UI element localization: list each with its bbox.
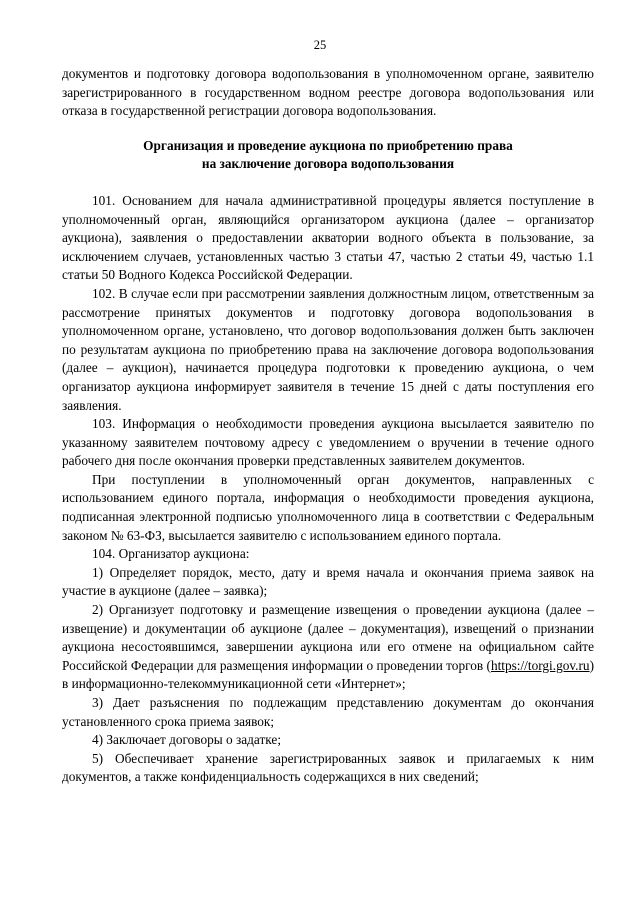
intro-paragraph: документов и подготовку договора водопользования в уполномоченном органе, заявителю зарегистрированного в государственном водном реестре договора водопользования или отказа в государственной регистрации договора водопользования. (62, 66, 594, 119)
paragraph-104: 104. Организатор аукциона: (92, 546, 250, 562)
page-number: 25 (313, 38, 327, 52)
list-item-3: 3) Дает разъяснения по подлежащим представлению документам до окончания установленного срока приема заявок; (62, 695, 594, 729)
list-item-4: 4) Заключает договоры о задатке; (92, 732, 282, 748)
paragraph-101: 101. Основанием для начала административной процедуры является поступление в уполномоченный орган, являющийся организатором аукциона (далее – организатор аукциона), заявления о предоставлении акватории водного объекта в пользование, за исключением случаев, установленных частью 3 статьи 47, частью 2 статьи 49, частью 1.1 статьи 50 Водного Кодекса Российской Федерации. (62, 192, 594, 283)
list-item-1: 1) Определяет порядок, место, дату и время начала и окончания приема заявок на участие в аукционе (далее – заявка); (62, 564, 594, 599)
paragraph-103: 103. Информация о необходимости проведения аукциона высылается заявителю по указанному заявителем почтовому адресу с уведомлением о вручении в течение одного рабочего дня после окончания проверки представленных заявителем документов. (62, 416, 594, 469)
section-heading-line-1: Организация и проведение аукциона по приобретению права (143, 137, 513, 153)
list-item-5: 5) Обеспечивает хранение зарегистрированных заявок и прилагаемых к ним документов, а также конфиденциальность содержащихся в них сведений; (62, 750, 594, 785)
section-heading-line-2: на заключение договора водопользования (201, 156, 455, 172)
list-item-2-text-after: ) в информационно-телекоммуникационной сети «Интернет»; (62, 657, 594, 692)
paragraph-portal: При поступлении в уполномоченный орган документов, направленных с использованием единого портала, информация о необходимости проведения аукциона, подписанная электронной подписью уполномоченного лица в соответствии с Федеральным законом № 63-ФЗ, высылается заявителю с использованием единого портала. (62, 471, 594, 543)
torgi-link[interactable]: https://torgi.gov.ru (490, 657, 590, 673)
paragraph-102: 102. В случае если при рассмотрении заявления должностным лицом, ответственным за рассмотрение принятых документов и подготовку договора водопользования в уполномоченном органе, установлено, что договор водопользования должен быть заключен по результатам аукциона по приобретению права на заключение договора водопользования (далее – аукцион), начинается процедура подготовки к проведению аукциона, о чем организатор аукциона информирует заявителя в течение 15 дней с даты поступления его заявления. (62, 285, 594, 413)
list-item-2 (62, 601, 594, 694)
page-content (62, 65, 594, 787)
section-heading (62, 137, 594, 174)
list-item-2-text-before: 2) Организует подготовку и размещение извещения о проведении аукциона (далее – извещение) и документации об аукционе (далее – документация), извещений о признании аукциона несостоявшимся, завершении аукциона или его отмене на официальном сайте Российской Федерации для размещения информации о проведении торгов ( (62, 602, 594, 673)
